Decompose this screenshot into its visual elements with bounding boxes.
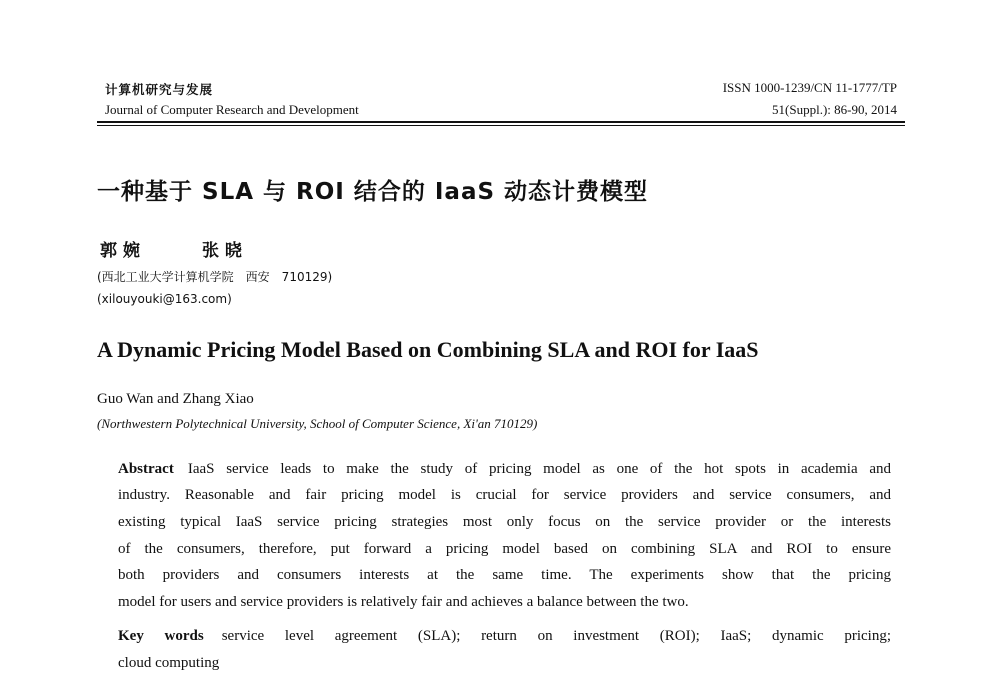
author-cn-2: 张 晓 [202, 241, 242, 261]
email: (xilouyouki@163.com) [97, 292, 232, 306]
keywords-line: cloud computing [118, 655, 220, 671]
header-rule-thin [97, 125, 905, 126]
title-cn: 一种基于 SLA 与 ROI 结合的 IaaS 动态计费模型 [97, 179, 649, 205]
abstract-line: existing typical IaaS service pricing strategies most only focus on the service provider or the interests [118, 514, 891, 530]
affiliation-en: (Northwestern Polytechnical University, School of Computer Science, Xi'an 710129) [97, 416, 538, 431]
issue-info: 51(Suppl.): 86-90, 2014 [772, 102, 897, 117]
journal-name-cn: 计算机研究与发展 [105, 82, 214, 97]
keywords-label: Key words [118, 628, 204, 644]
abstract-line: both providers and consumers interests at the same time. The experiments show that the pricing [118, 567, 891, 583]
header-rule [97, 121, 905, 123]
keywords-line: Key words service level agreement (SLA); return on investment (ROI); IaaS; dynamic pricing; [118, 628, 891, 644]
abstract-label: Abstract [118, 461, 174, 477]
journal-name-en: Journal of Computer Research and Development [105, 102, 359, 117]
abstract-line: model for users and service providers is relatively fair and achieves a balance between the two. [118, 594, 689, 610]
issn: ISSN 1000-1239/CN 11-1777/TP [722, 80, 897, 95]
abstract-line: of the consumers, therefore, put forward a pricing model based on combining SLA and ROI to ensure [118, 541, 891, 557]
authors-en: Guo Wan and Zhang Xiao [97, 391, 254, 407]
abstract-line: industry. Reasonable and fair pricing model is crucial for service providers and service consumers, and [118, 487, 891, 503]
title-en: A Dynamic Pricing Model Based on Combining SLA and ROI for IaaS [97, 337, 759, 362]
author-cn-1: 郭 婉 [100, 241, 140, 261]
abstract-line: Abstract IaaS service leads to make the study of pricing model as one of the hot spots in academia and [118, 461, 891, 477]
affiliation-cn: (西北工业大学计算机学院 西安 710129) [97, 270, 333, 284]
